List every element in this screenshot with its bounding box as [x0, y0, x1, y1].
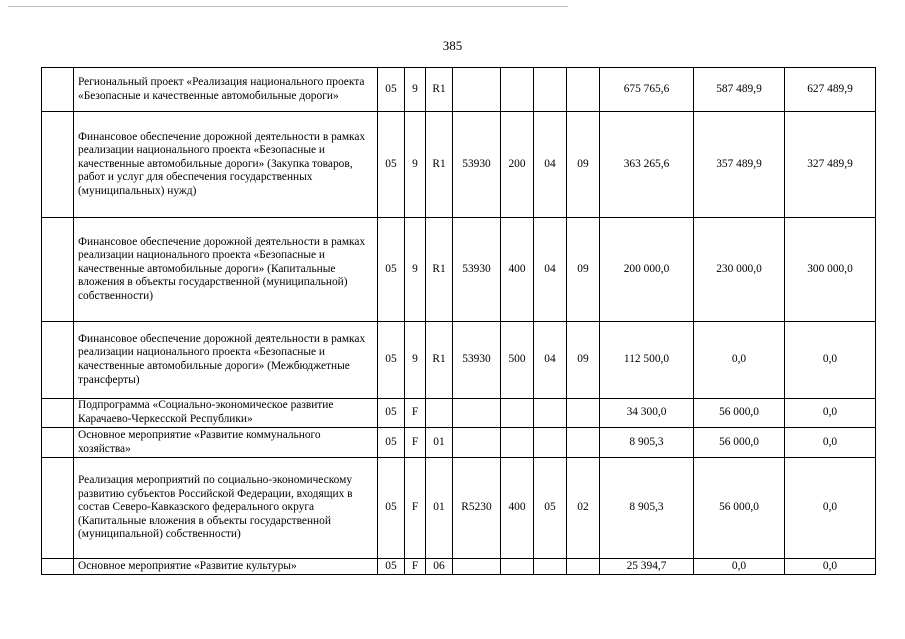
row-name: Основное мероприятие «Развитие коммунального хозяйства» [74, 428, 378, 458]
table-row [42, 559, 876, 575]
cell-rz [534, 428, 567, 458]
cell-s1: 200 000,0 [600, 218, 694, 322]
cell-s1: 34 300,0 [600, 399, 694, 428]
cell-c1: 05 [378, 559, 405, 575]
cell-s3: 0,0 [785, 458, 876, 559]
cell-rz [534, 68, 567, 112]
cell-s1: 8 905,3 [600, 428, 694, 458]
cell-c1: 05 [378, 399, 405, 428]
cell-vr: 500 [501, 322, 534, 399]
cell-vr: 400 [501, 458, 534, 559]
cell-s2: 0,0 [694, 559, 785, 575]
cell-c3 [426, 399, 453, 428]
blank-cell [42, 112, 74, 218]
cell-c3: R1 [426, 218, 453, 322]
cell-s1: 675 765,6 [600, 68, 694, 112]
cell-s2: 56 000,0 [694, 458, 785, 559]
cell-s1: 112 500,0 [600, 322, 694, 399]
table-row [42, 428, 876, 458]
table-row [42, 218, 876, 322]
cell-c2: 9 [405, 218, 426, 322]
cell-vr [501, 559, 534, 575]
cell-c1: 05 [378, 112, 405, 218]
cell-c4 [453, 559, 501, 575]
cell-s1: 363 265,6 [600, 112, 694, 218]
budget-table [41, 67, 876, 575]
cell-c2: 9 [405, 68, 426, 112]
table-row [42, 399, 876, 428]
cell-vr [501, 428, 534, 458]
cell-c2: 9 [405, 112, 426, 218]
cell-c4 [453, 399, 501, 428]
cell-c2: F [405, 428, 426, 458]
cell-pr [567, 428, 600, 458]
row-name: Реализация мероприятий по социально-экономическому развитию субъектов Российской Федерации, входящих в состав Северо-Кавказского федерального округа (Капитальные вложения в объекты государственной (муниципальной) собственности) [74, 458, 378, 559]
cell-pr [567, 68, 600, 112]
cell-vr [501, 399, 534, 428]
cell-c3: 01 [426, 428, 453, 458]
cell-rz: 04 [534, 322, 567, 399]
cell-c1: 05 [378, 218, 405, 322]
cell-s2: 587 489,9 [694, 68, 785, 112]
cell-s3: 0,0 [785, 322, 876, 399]
cell-c4: 53930 [453, 218, 501, 322]
table-row [42, 458, 876, 559]
table-row [42, 112, 876, 218]
page-number: 385 [442, 38, 463, 53]
blank-cell [42, 428, 74, 458]
cell-c4 [453, 428, 501, 458]
cell-c3: R1 [426, 68, 453, 112]
cell-s2: 357 489,9 [694, 112, 785, 218]
cell-s2: 56 000,0 [694, 399, 785, 428]
row-name: Финансовое обеспечение дорожной деятельности в рамках реализации национального проекта «Безопасные и качественные автомобильные дороги» (Межбюджетные трансферты) [74, 322, 378, 399]
cell-c2: F [405, 399, 426, 428]
cell-c4 [453, 68, 501, 112]
cell-s3: 0,0 [785, 428, 876, 458]
cell-c3: 01 [426, 458, 453, 559]
cell-s3: 627 489,9 [785, 68, 876, 112]
cell-c4: R5230 [453, 458, 501, 559]
cell-pr [567, 399, 600, 428]
cell-s2: 230 000,0 [694, 218, 785, 322]
row-name: Подпрограмма «Социально-экономическое развитие Карачаево-Черкесской Республики» [74, 399, 378, 428]
cell-c2: F [405, 458, 426, 559]
table-row [42, 68, 876, 112]
cell-c1: 05 [378, 458, 405, 559]
cell-vr [501, 68, 534, 112]
blank-cell [42, 68, 74, 112]
row-name: Основное мероприятие «Развитие культуры» [74, 559, 378, 575]
cell-s1: 8 905,3 [600, 458, 694, 559]
cell-pr: 09 [567, 322, 600, 399]
cell-rz [534, 559, 567, 575]
row-name: Финансовое обеспечение дорожной деятельности в рамках реализации национального проекта «Безопасные и качественные автомобильные дороги» (Закупка товаров, работ и услуг для обеспечения государственных (муниципальных) нужд) [74, 112, 378, 218]
cell-vr: 400 [501, 218, 534, 322]
cell-rz: 05 [534, 458, 567, 559]
row-name: Региональный проект «Реализация национального проекта «Безопасные и качественные автомобильные дороги» [74, 68, 378, 112]
cell-c3: 06 [426, 559, 453, 575]
blank-cell [42, 399, 74, 428]
cell-pr: 09 [567, 112, 600, 218]
cell-rz: 04 [534, 112, 567, 218]
cell-s1: 25 394,7 [600, 559, 694, 575]
cell-c1: 05 [378, 322, 405, 399]
cell-s3: 0,0 [785, 559, 876, 575]
scan-top-line [8, 6, 568, 7]
blank-cell [42, 322, 74, 399]
cell-s3: 300 000,0 [785, 218, 876, 322]
cell-pr [567, 559, 600, 575]
cell-pr: 09 [567, 218, 600, 322]
row-name: Финансовое обеспечение дорожной деятельности в рамках реализации национального проекта «Безопасные и качественные автомобильные дороги» (Капитальные вложения в объекты государственной (муниципальной) собственности) [74, 218, 378, 322]
cell-s3: 327 489,9 [785, 112, 876, 218]
cell-s2: 0,0 [694, 322, 785, 399]
blank-cell [42, 458, 74, 559]
cell-c1: 05 [378, 68, 405, 112]
cell-pr: 02 [567, 458, 600, 559]
cell-c2: 9 [405, 322, 426, 399]
cell-s3: 0,0 [785, 399, 876, 428]
cell-vr: 200 [501, 112, 534, 218]
blank-cell [42, 218, 74, 322]
cell-c1: 05 [378, 428, 405, 458]
cell-c4: 53930 [453, 322, 501, 399]
table-row [42, 322, 876, 399]
cell-c2: F [405, 559, 426, 575]
cell-rz [534, 399, 567, 428]
cell-rz: 04 [534, 218, 567, 322]
cell-s2: 56 000,0 [694, 428, 785, 458]
cell-c3: R1 [426, 112, 453, 218]
cell-c3: R1 [426, 322, 453, 399]
cell-c4: 53930 [453, 112, 501, 218]
blank-cell [42, 559, 74, 575]
